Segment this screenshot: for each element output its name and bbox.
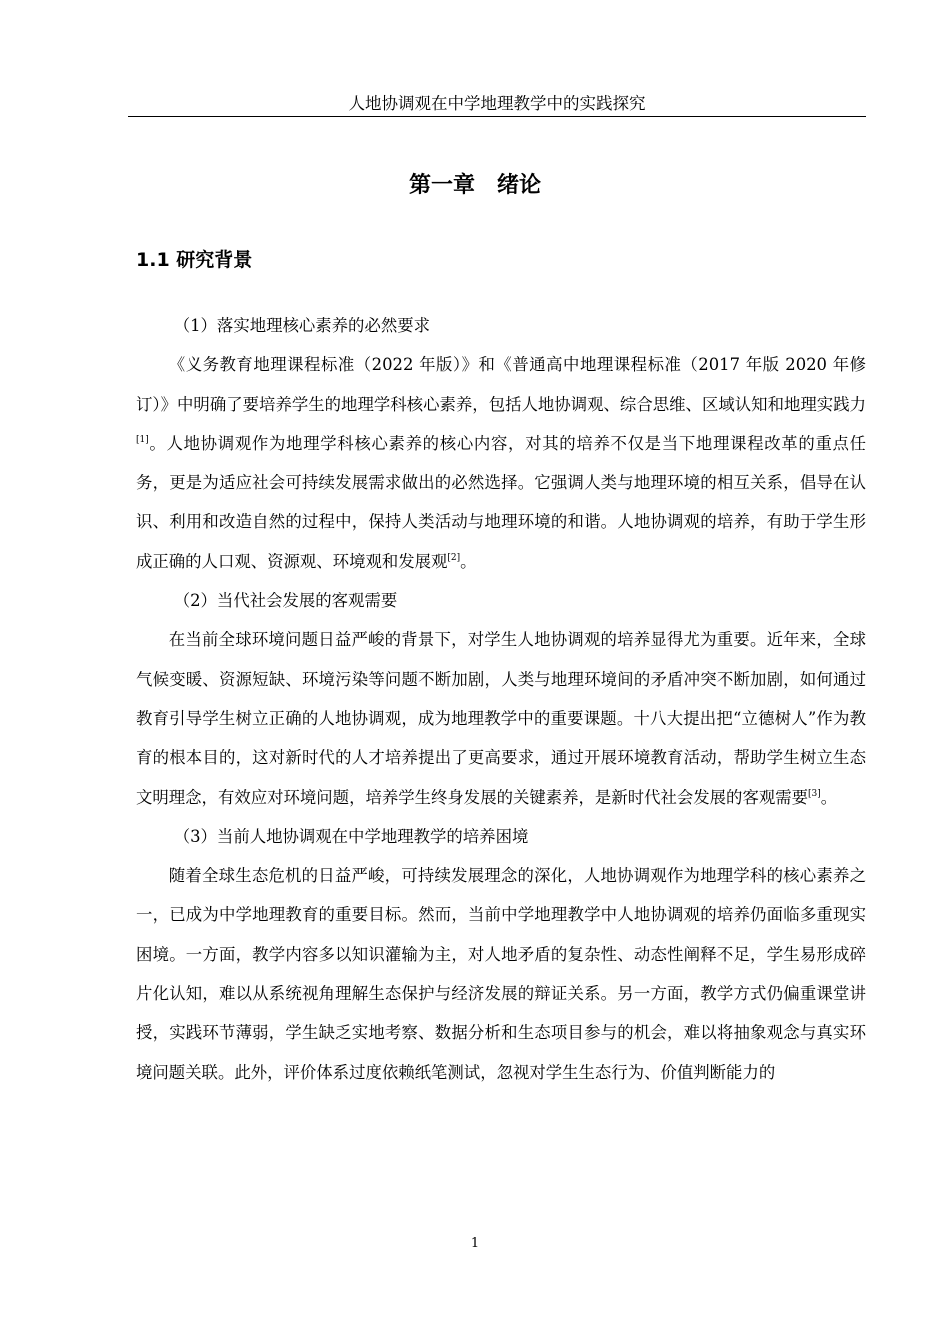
page-number: 1 (470, 1236, 480, 1251)
paragraph-2 (136, 620, 866, 816)
citation-1[interactable]: [1] (136, 434, 149, 445)
subheading-2: （2）当代社会发展的客观需要 (173, 591, 398, 611)
chapter-title: 第一章 绪论 (408, 173, 541, 198)
subheading-3: （3）当前人地协调观在中学地理教学的培养困境 (173, 826, 529, 846)
running-header (128, 94, 866, 117)
paragraph-3: 随着全球生态危机的日益严峻，可持续发展理念的深化，人地协调观作为地理学科的核心素养之一，已成为中学地理教育的重要目标。然而，当前中学地理教学中人地协调观的培养仍面临多重现实困境。一方面，教学内容多以知识灌输为主，对人地矛盾的复杂性、动态性阐释不足，学生易形成碎片化认知，难以从系统视角理解生态保护与经济发展的辩证关系。另一方面，教学方式仍偏重课堂讲授，实践环节薄弱，学生缺乏实地考察、数据分析和生态项目参与的机会，难以将抽象观念与真实环境问题关联。此外，评价体系过度依赖纸笔测试，忽视对学生生态行为、价值判断能力的 (136, 866, 866, 1082)
running-header-title: 人地协调观在中学地理教学中的实践探究 (348, 94, 646, 113)
paragraph-2-part-b: 。 (820, 787, 838, 807)
body-text (136, 306, 866, 1092)
subheading-1: （1）落实地理核心素养的必然要求 (173, 316, 431, 335)
citation-3[interactable]: [3] (808, 788, 821, 799)
paragraph-1-part-b: 。人地协调观作为地理学科核心素养的核心内容，对其的培养不仅是当下地理课程改革的重点任务，更是为适应社会可持续发展需求做出的必然选择。它强调人类与地理环境的相互关系，倡导在认识、利用和改造自然的过程中，保持人类活动与地理环境的和谐。人地协调观的培养，有助于学生形成正确的人口观、资源观、环境观和发展观 (136, 433, 866, 571)
paragraph-2-part-a: 在当前全球环境问题日益严峻的背景下，对学生人地协调观的培养显得尤为重要。近年来，全球气候变暖、资源短缺、环境污染等问题不断加剧，人类与地理环境间的矛盾冲突不断加剧，如何通过教育引导学生树立正确的人地协调观，成为地理教学中的重要课题。十八大提出把“立德树人”作为教育的根本目的，这对新时代的人才培养提出了更高要求，通过开展环境教育活动，帮助学生树立生态文明理念，有效应对环境问题，培养学生终身发展的关键素养，是新时代社会发展的客观需要 (136, 630, 866, 807)
paragraph-1-part-a: 《义务教育地理课程标准（2022 年版）》和《普通高中地理课程标准（2017 年版 2020 年修订）》中明确了要培养学生的地理学科核心素养，包括人地协调观、综合思维、区域认知和地理实践力 (136, 355, 866, 414)
section-heading: 1.1 研究背景 (136, 249, 253, 271)
citation-2[interactable]: [2] (447, 552, 461, 563)
paragraph-1-part-c: 。 (460, 551, 477, 571)
paragraph-1 (136, 345, 866, 581)
